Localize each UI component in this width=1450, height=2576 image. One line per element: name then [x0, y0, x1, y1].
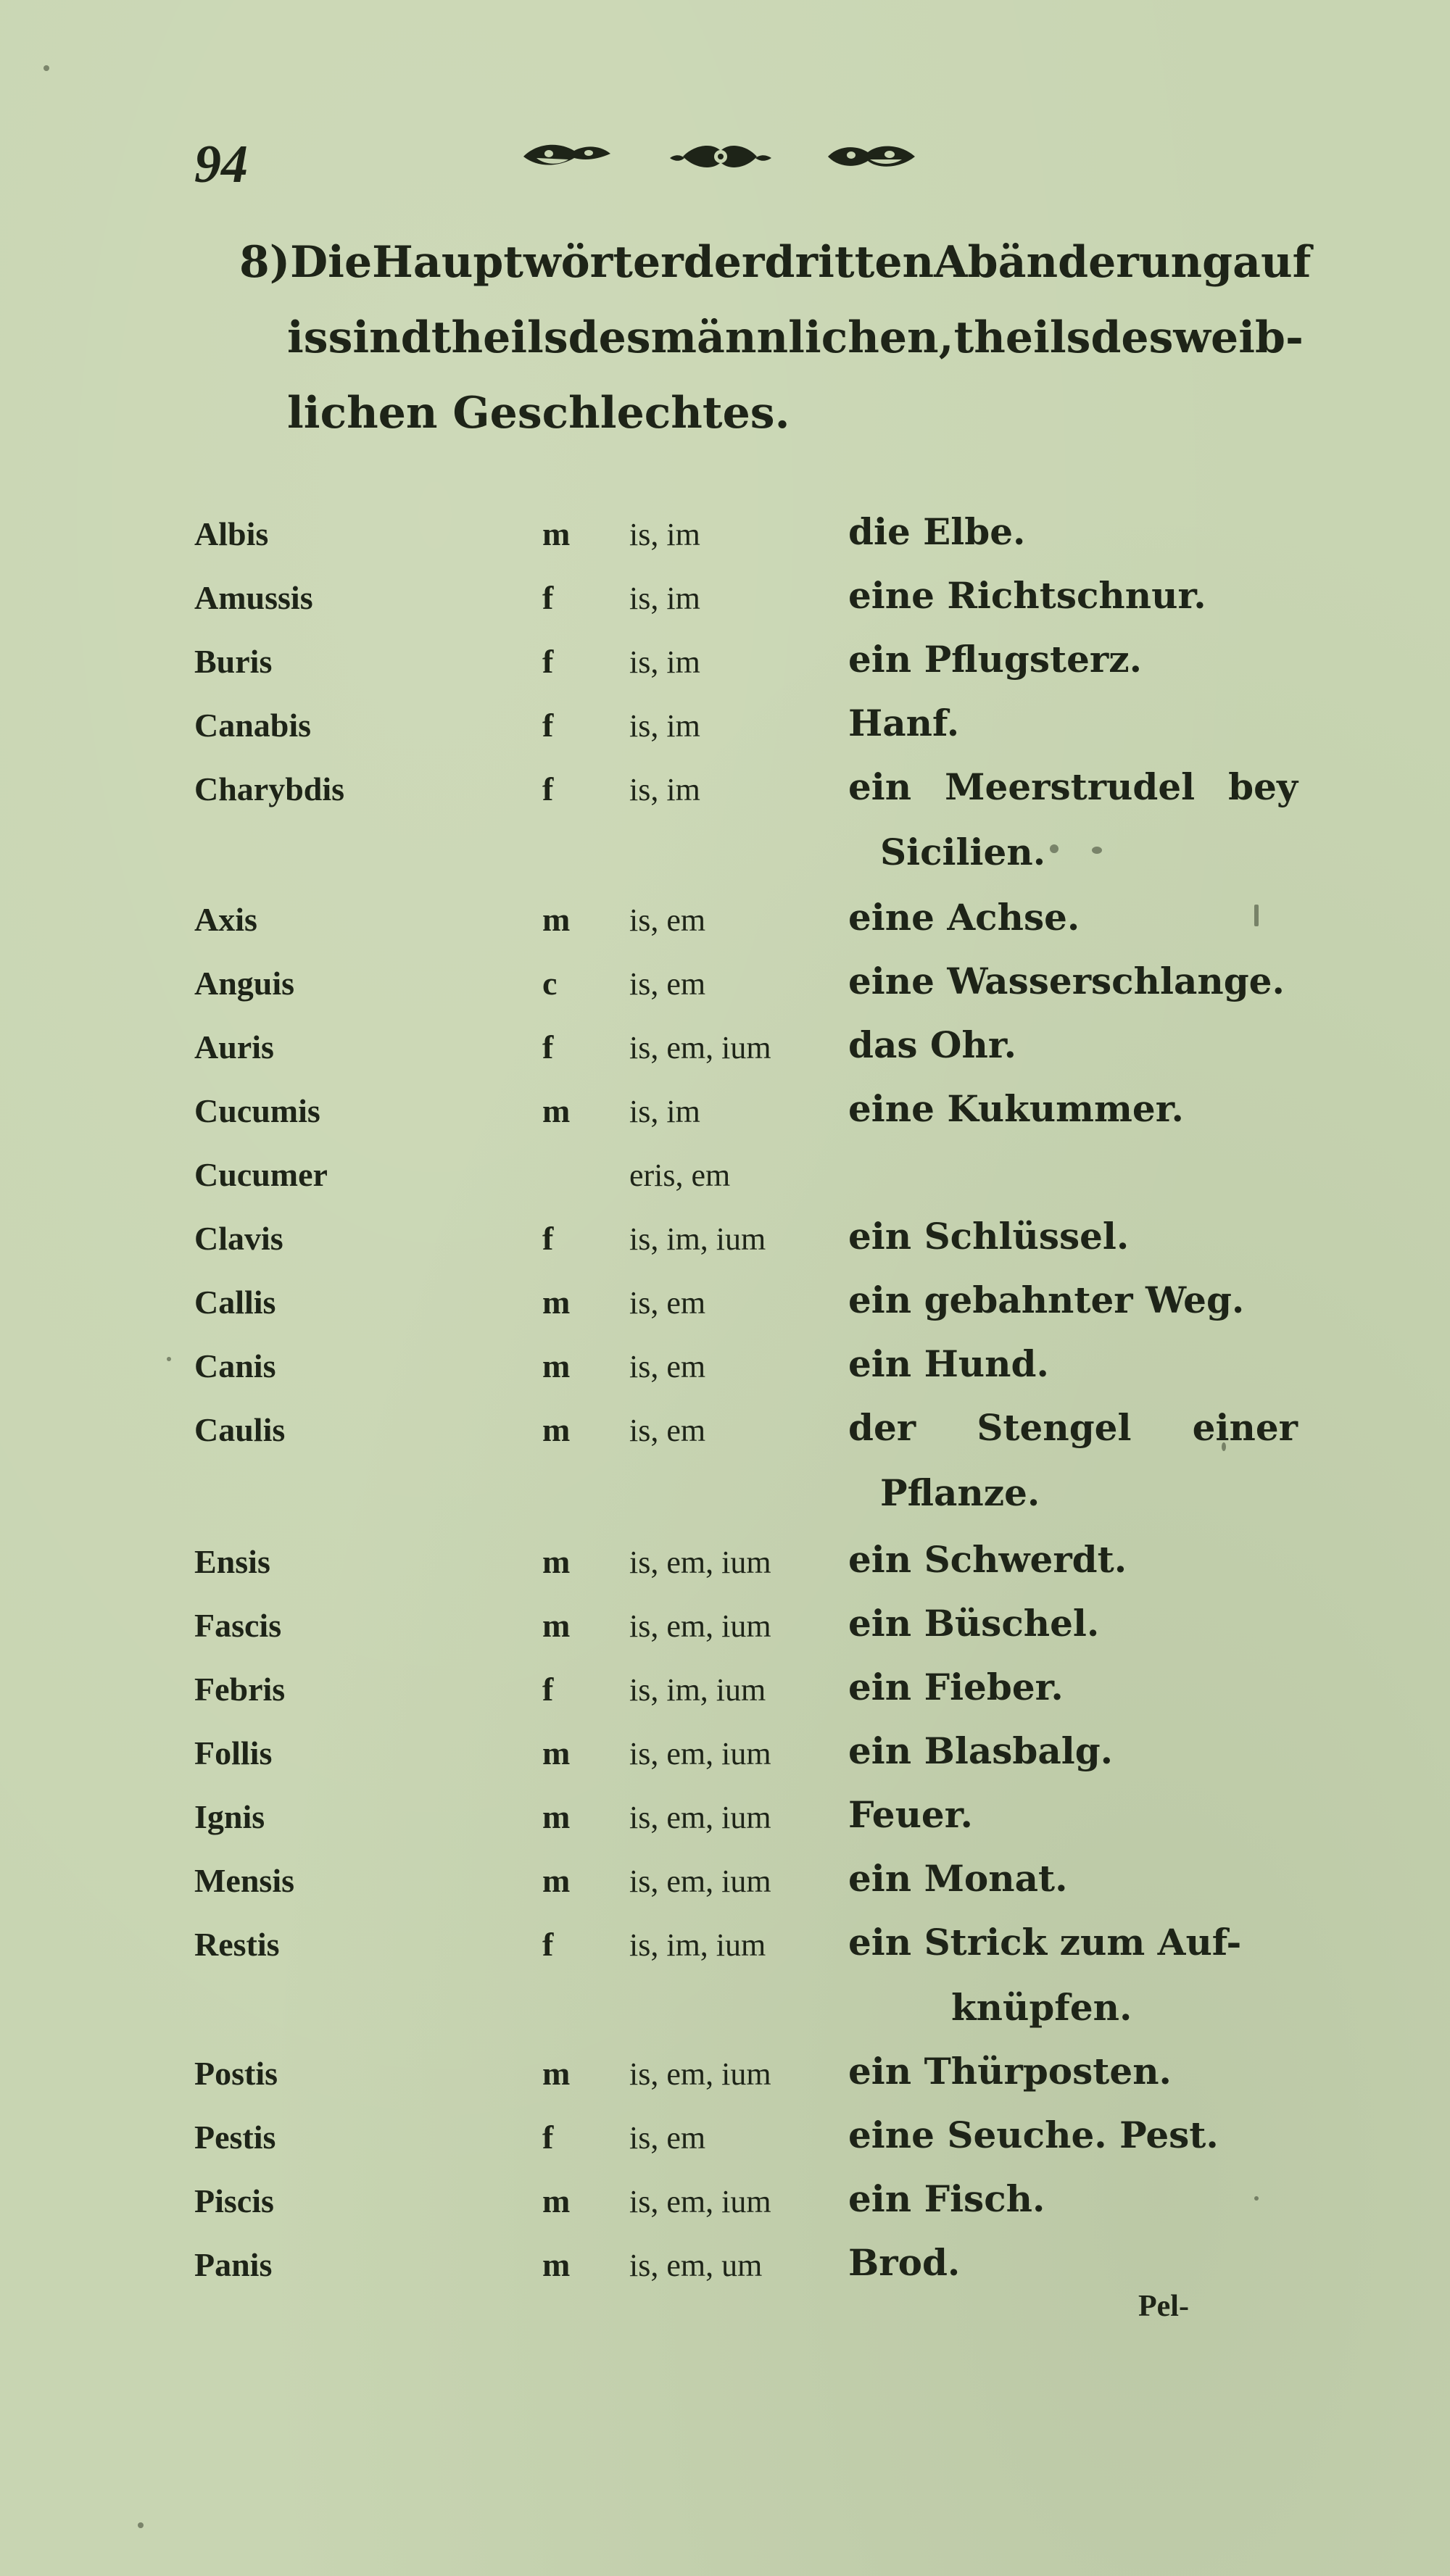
case-endings: is, im: [629, 644, 700, 680]
table-row: [0, 1581, 1450, 1645]
meaning-word: Stengel: [977, 1406, 1132, 1449]
german-meaning: Hanf.: [848, 702, 960, 744]
meaning-word: ein: [848, 765, 912, 808]
latin-noun: Amussis: [194, 579, 313, 616]
table-row: [0, 1517, 1450, 1581]
page-number: 94: [194, 135, 248, 194]
rule-word: sind: [328, 312, 431, 363]
latin-noun: Pestis: [194, 2119, 276, 2156]
german-meaning: ein Fieber.: [848, 1666, 1064, 1708]
rule-word: Abänderung: [934, 237, 1233, 288]
german-meaning: ein Monat.: [848, 1857, 1068, 1900]
latin-noun: Buris: [194, 643, 273, 680]
gender-mark: f: [542, 1029, 554, 1065]
table-row: [0, 744, 1450, 808]
case-endings: is, em: [629, 1285, 706, 1321]
table-row: [0, 1066, 1450, 1130]
gender-mark: m: [542, 1543, 571, 1580]
german-meaning: ein Blasbalg.: [848, 1729, 1114, 1772]
rule-word: des: [568, 312, 651, 363]
gender-mark: m: [542, 1411, 571, 1448]
gender-mark: m: [542, 1347, 571, 1384]
gender-mark: f: [542, 1671, 554, 1708]
case-endings: is, im, ium: [629, 1927, 766, 1963]
gender-mark: m: [542, 2182, 571, 2219]
german-meaning: die Elbe.: [848, 510, 1026, 553]
case-endings: is, em, ium: [629, 1608, 771, 1644]
latin-noun: Cucumis: [194, 1092, 320, 1129]
rule-word: dritten: [764, 237, 935, 288]
case-endings: is, im: [629, 1094, 700, 1129]
table-row: [0, 2093, 1450, 2156]
case-endings: is, em, ium: [629, 2056, 771, 2092]
latin-noun: Mensis: [194, 1862, 294, 1899]
case-endings: is, em: [629, 966, 706, 1002]
rule-word: männlichen,: [650, 312, 954, 363]
latin-noun: Axis: [194, 901, 257, 938]
rule-word: des: [1090, 312, 1174, 363]
table-row: [0, 1194, 1450, 1258]
german-meaning: das Ohr.: [848, 1023, 1016, 1066]
latin-noun: Clavis: [194, 1220, 283, 1257]
case-endings: is, em: [629, 1349, 706, 1384]
case-endings: is, em, ium: [629, 1545, 771, 1580]
table-row: [0, 1645, 1450, 1708]
case-endings: is, em: [629, 1413, 706, 1448]
german-meaning: [848, 1406, 1298, 1449]
case-endings: is, em, ium: [629, 1030, 771, 1065]
table-row: [0, 553, 1450, 617]
gender-mark: f: [542, 770, 554, 807]
latin-noun: Piscis: [194, 2182, 274, 2219]
meaning-word: bey: [1228, 765, 1298, 808]
german-meaning: ein Thürposten.: [848, 2050, 1172, 2093]
case-endings: is, em: [629, 902, 706, 938]
german-meaning: ein Schlüssel.: [848, 1215, 1130, 1258]
gender-mark: f: [542, 643, 554, 680]
german-meaning: eine Richtschnur.: [848, 574, 1206, 617]
gender-mark: m: [542, 2246, 571, 2283]
gender-mark: m: [542, 2055, 571, 2092]
rule-word: der: [683, 237, 765, 288]
meaning-word: Meerstrudel: [945, 765, 1196, 808]
rule-line-3: lichen Geschlechtes.: [287, 388, 790, 439]
case-endings: is, im, ium: [629, 1672, 766, 1708]
meaning-word: der: [848, 1406, 916, 1449]
german-meaning: Brod.: [848, 2241, 961, 2284]
table-row-continuation: [0, 1450, 1450, 1514]
case-endings: eris, em: [629, 1158, 731, 1193]
case-endings: is, em, ium: [629, 2184, 771, 2219]
german-meaning: Feuer.: [848, 1793, 973, 1836]
case-endings: is, em, ium: [629, 1864, 771, 1899]
latin-noun: Cucumer: [194, 1156, 328, 1193]
table-row: [0, 617, 1450, 681]
latin-noun: Panis: [194, 2246, 273, 2283]
latin-noun: Febris: [194, 1671, 286, 1708]
latin-noun: Ignis: [194, 1798, 265, 1835]
gender-mark: f: [542, 707, 554, 744]
latin-noun: Anguis: [194, 965, 295, 1002]
rule-word: theils: [953, 312, 1091, 363]
case-endings: is, im: [629, 517, 700, 552]
gender-mark: m: [542, 1862, 571, 1899]
gender-mark: m: [542, 901, 571, 938]
german-meaning: ein Büschel.: [848, 1602, 1100, 1645]
german-meaning: eine Achse.: [848, 896, 1080, 939]
table-row: [0, 939, 1450, 1002]
latin-noun: Auris: [194, 1029, 274, 1065]
german-meaning: ein gebahnter Weg.: [848, 1279, 1245, 1321]
gender-mark: c: [542, 965, 558, 1002]
rule-word: weib-: [1173, 312, 1304, 363]
gender-mark: m: [542, 1798, 571, 1835]
table-row: [0, 875, 1450, 939]
german-meaning: ein Pflugsterz.: [848, 638, 1143, 681]
german-meaning: ein Strick zum Auf-: [848, 1921, 1242, 1964]
table-row: [0, 2029, 1450, 2093]
case-endings: is, em, ium: [629, 1800, 771, 1835]
latin-noun: Follis: [194, 1734, 273, 1771]
rule-word: Die: [290, 237, 373, 288]
table-row: [0, 1321, 1450, 1385]
latin-noun: Postis: [194, 2055, 278, 2092]
latin-noun: Canabis: [194, 707, 312, 744]
german-meaning: ein Fisch.: [848, 2177, 1045, 2220]
case-endings: is, im: [629, 708, 700, 744]
rule-word: is: [287, 312, 328, 363]
gender-mark: m: [542, 1092, 571, 1129]
table-row-continuation: [0, 1965, 1450, 2029]
german-meaning: ein Hund.: [848, 1342, 1049, 1385]
german-meaning: eine Seuche. Pest.: [848, 2114, 1219, 2156]
gender-mark: f: [542, 579, 554, 616]
latin-noun: Ensis: [194, 1543, 270, 1580]
german-meaning: ein Schwerdt.: [848, 1538, 1127, 1581]
gender-mark: f: [542, 1220, 554, 1257]
gender-mark: m: [542, 1607, 571, 1644]
case-endings: is, em, ium: [629, 1736, 771, 1771]
german-meaning: eine Wasserschlange.: [848, 960, 1285, 1002]
german-meaning-continued: Sicilien.: [880, 831, 1046, 873]
latin-noun: Callis: [194, 1284, 276, 1321]
table-row: [0, 1708, 1450, 1772]
latin-noun: Canis: [194, 1347, 276, 1384]
table-row: [0, 1258, 1450, 1321]
german-meaning: [848, 765, 1298, 808]
gender-mark: m: [542, 515, 571, 552]
latin-noun: Restis: [194, 1926, 280, 1963]
case-endings: is, im: [629, 772, 700, 807]
rule-word: Hauptwörter: [372, 237, 684, 288]
rule-word: auf: [1232, 237, 1312, 288]
case-endings: is, im: [629, 581, 700, 616]
table-row: [0, 681, 1450, 744]
latin-noun: Fascis: [194, 1607, 282, 1644]
case-endings: is, em, um: [629, 2248, 763, 2283]
table-row: [0, 2220, 1450, 2284]
case-endings: is, em: [629, 2120, 706, 2156]
catchword: Pel-: [1138, 2290, 1189, 2323]
gender-mark: m: [542, 1734, 571, 1771]
table-row: [0, 1385, 1450, 1449]
table-row: [0, 489, 1450, 553]
rule-word: theils: [431, 312, 568, 363]
german-meaning-continued: Pflanze.: [880, 1471, 1040, 1514]
gender-mark: f: [542, 1926, 554, 1963]
german-meaning-continued: knüpfen.: [951, 1986, 1132, 2029]
latin-noun: Charybdis: [194, 770, 345, 807]
gender-mark: m: [542, 1284, 571, 1321]
table-row: [0, 2156, 1450, 2220]
rule-word: 8): [239, 237, 291, 288]
case-endings: is, im, ium: [629, 1221, 766, 1257]
table-row: [0, 1002, 1450, 1066]
table-row: [0, 1836, 1450, 1900]
table-row: [0, 1900, 1450, 1964]
gender-mark: f: [542, 2119, 554, 2156]
meaning-word: einer: [1192, 1406, 1298, 1449]
table-row: [0, 1772, 1450, 1836]
table-row: [0, 1130, 1450, 1194]
table-row-continuation: [0, 810, 1450, 873]
latin-noun: Albis: [194, 515, 269, 552]
german-meaning: eine Kukummer.: [848, 1087, 1184, 1130]
latin-noun: Caulis: [194, 1411, 286, 1448]
